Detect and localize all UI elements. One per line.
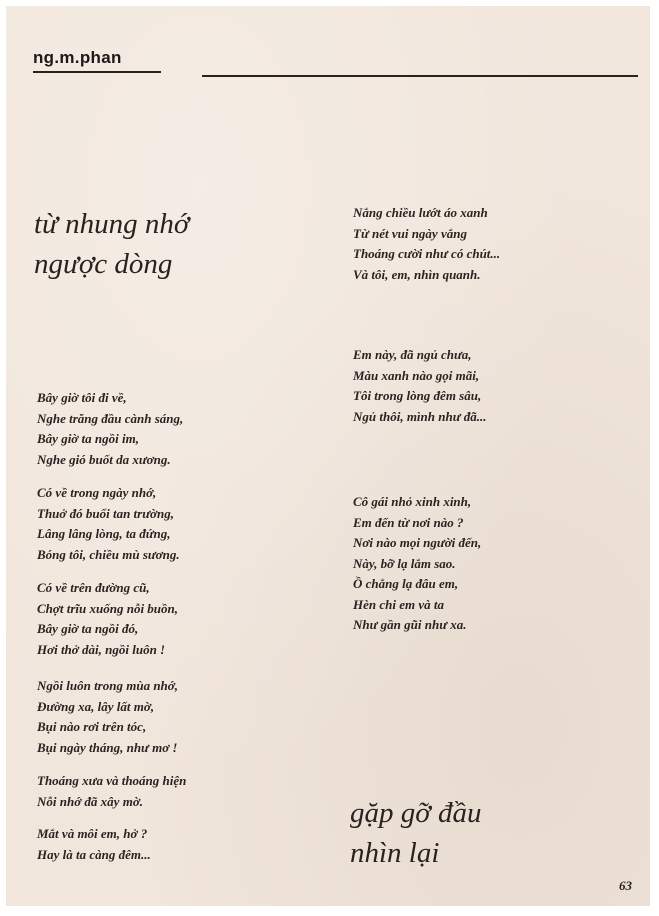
verse-line: Bây giờ ta ngồi đó, — [37, 621, 139, 636]
poem-1-stanza-4 — [37, 676, 178, 758]
verse-line: Ngủ thôi, mình như đã... — [353, 408, 487, 424]
poem-2-title-line: nhìn lại — [350, 837, 440, 869]
poem-1-title — [34, 204, 189, 284]
verse-line: Và tôi, em, nhìn quanh. — [353, 266, 481, 282]
poem-2-stanza-3 — [353, 492, 481, 636]
verse-line: Bây giờ tôi đi về, — [37, 390, 127, 405]
verse-line: Em này, đã ngủ chưa, — [353, 347, 472, 362]
verse-line: Thuở đó buổi tan trường, — [37, 505, 174, 521]
poem-2-title-line: gặp gỡ đầu — [350, 797, 482, 829]
author-underline — [33, 71, 161, 73]
poem-1-title-line: từ nhung nhớ — [34, 208, 190, 240]
verse-line: Bụi nào rơi trên tóc, — [37, 719, 147, 734]
poem-1-stanza-5 — [37, 771, 186, 812]
poem-1-stanza-6 — [37, 824, 151, 865]
poem-2-stanza-2 — [353, 345, 487, 427]
verse-line: Thoáng xưa và thoáng hiện — [37, 773, 187, 788]
verse-line: Ồ chẳng lạ đâu em, — [353, 576, 459, 591]
poem-1-stanza-2 — [37, 483, 180, 565]
verse-line: Hèn chi em và ta — [353, 596, 444, 612]
verse-line: Cô gái nhỏ xinh xinh, — [353, 494, 472, 509]
header-rule — [202, 75, 638, 77]
verse-line: Nơi nào mọi người đến, — [353, 535, 482, 550]
verse-line: Em đến từ nơi nào ? — [353, 514, 464, 530]
verse-line: Hơi thở dài, ngồi luôn ! — [37, 641, 166, 657]
verse-line: Nghe gió buốt da xương. — [37, 451, 171, 467]
verse-line: Bụi ngày tháng, như mơ ! — [37, 739, 178, 755]
verse-line: Mắt và môi em, hở ? — [37, 826, 148, 841]
verse-line: Tôi trong lòng đêm sâu, — [353, 388, 482, 403]
verse-line: Đường xa, lây lất mờ, — [37, 698, 155, 714]
verse-line: Bóng tôi, chiều mù sương. — [37, 546, 180, 562]
verse-line: Từ nét vui ngày vắng — [353, 225, 467, 241]
verse-line: Màu xanh nào gọi mãi, — [353, 367, 480, 383]
poem-2-title — [350, 793, 481, 873]
verse-line: Chợt trĩu xuống nỗi buồn, — [37, 600, 179, 616]
poem-1-stanza-1 — [37, 388, 183, 470]
page-number: 63 — [619, 878, 632, 893]
author-name: ng.m.phan — [33, 48, 122, 67]
verse-line: Thoáng cười như có chút... — [353, 246, 501, 261]
verse-line: Lâng lâng lòng, ta đứng, — [37, 526, 171, 541]
poem-2-stanza-1 — [353, 203, 500, 285]
verse-line: Bây giờ ta ngồi im, — [37, 431, 139, 446]
verse-line: Nghe trăng đầu cành sáng, — [37, 410, 184, 426]
verse-line: Có về trên đường cũ, — [37, 580, 150, 595]
verse-line: Như gần gũi như xa. — [353, 617, 467, 632]
verse-line: Có về trong ngày nhớ, — [37, 485, 157, 500]
poem-1-title-line: ngược dòng — [34, 248, 173, 280]
verse-line: Nắng chiều lướt áo xanh — [353, 205, 488, 220]
verse-line: Này, bỡ lạ lắm sao. — [353, 555, 456, 571]
magazine-page — [6, 6, 650, 906]
verse-line: Ngồi luôn trong mùa nhớ, — [37, 678, 179, 693]
verse-line: Nỗi nhớ đã xây mờ. — [37, 793, 144, 809]
poem-1-stanza-3 — [37, 578, 178, 660]
verse-line: Hay là ta càng đêm... — [37, 846, 151, 862]
